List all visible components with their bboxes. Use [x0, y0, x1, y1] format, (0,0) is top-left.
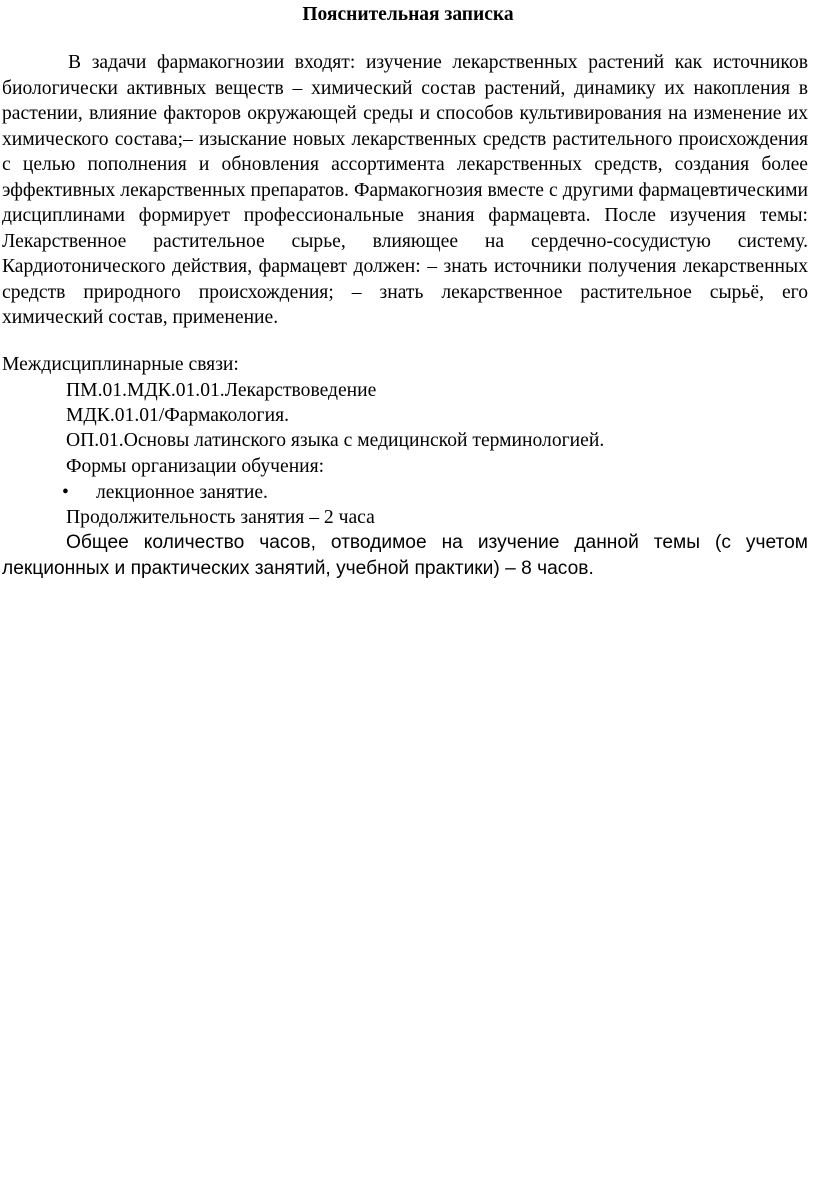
- forms-heading: Формы организации обучения:: [66, 456, 325, 477]
- link-item-2: МДК.01.01/Фармакология.: [66, 405, 289, 426]
- intro-paragraph: В задачи фармакогнозии входят: изучение лекарственных растений как источников биологически активных веществ – химический состав растений, динамику их накопления в растении, влияние факторов окружающей среды и способов культивирования на изменение их химического состава;– изыскание новых лекарственных средств растительного происхождения с целью пополнения и обновления ассортимента лекарственных средств, создания более эффективных лекарственных препаратов. Фармакогнозия вместе с другими фармацевтическими дисциплинами формирует профессиональные знания фармацевта. После изучения темы: Лекарственное растительное сырье, влияющее на сердечно-сосудистую систему. Кардиотонического действия, фармацевт должен: – знать источники получения лекарственных средств природного происхождения; – знать лекарственное растительное сырьё, его химический состав, применение.: [2, 52, 808, 328]
- link-item-3: ОП.01.Основы латинского языка с медицинской терминологией.: [66, 430, 605, 451]
- bullet-icon: •: [62, 482, 69, 503]
- duration-line: Продолжительность занятия – 2 часа: [66, 507, 375, 528]
- forms-item-text: лекционное занятие.: [96, 482, 268, 503]
- document-title: Пояснительная записка: [302, 4, 514, 25]
- forms-list-item: [62, 480, 268, 506]
- total-hours-paragraph: Общее количество часов, отводимое на изучение данной темы (с учетом лекционных и практических занятий, учебной практики) – 8 часов.: [2, 532, 808, 579]
- links-heading: Междисциплинарные связи:: [2, 354, 239, 375]
- link-item-1: ПМ.01.МДК.01.01.Лекарствоведение: [66, 380, 377, 401]
